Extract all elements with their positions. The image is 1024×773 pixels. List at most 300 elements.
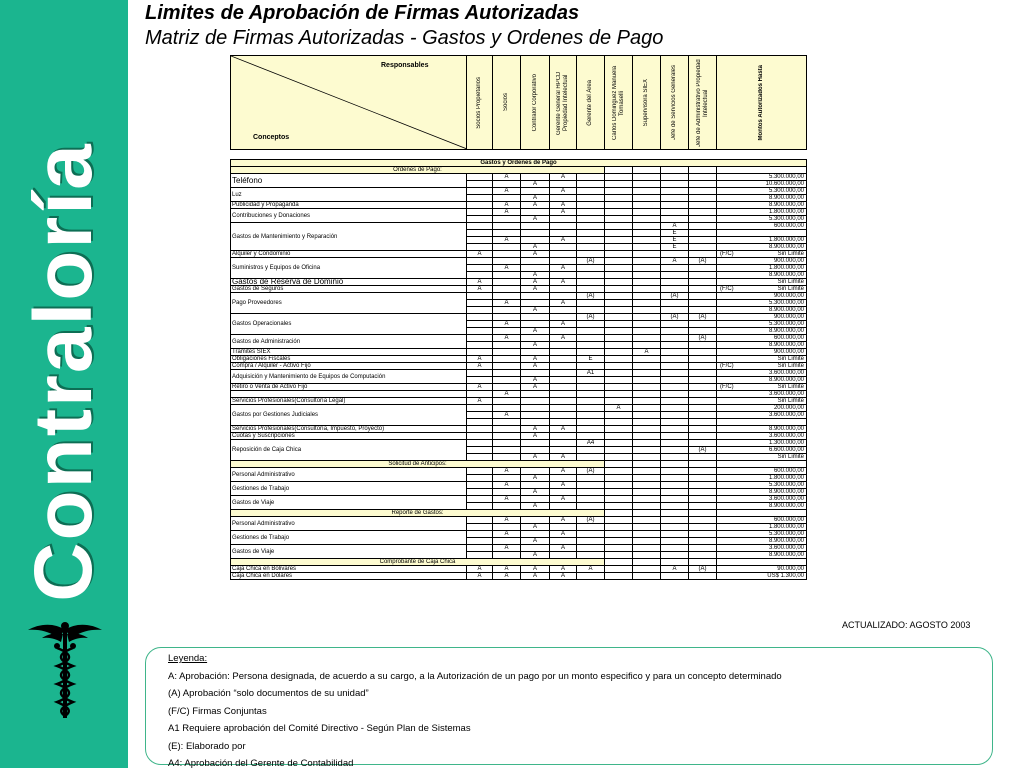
approval-cell: A [550,174,577,181]
approval-cell: A [521,524,550,531]
table-row [231,398,807,405]
approval-cell [689,321,717,328]
approval-cell [493,223,521,230]
approval-cell [633,482,661,489]
approval-cell [577,202,605,209]
approval-cell [467,370,493,377]
signature-note-cell [717,468,807,475]
signature-note-cell [717,531,807,538]
approval-cell [633,286,661,293]
approval-cell [689,195,717,202]
signature-note-cell [717,300,807,307]
approval-cell [605,370,633,377]
approval-cell [633,237,661,244]
table-row [231,209,807,216]
approval-cell [633,342,661,349]
approval-cell: A [661,566,689,573]
approval-cell [577,335,605,342]
approval-cell [550,384,577,391]
approval-cell [633,363,661,370]
amount: Sin Limite [777,363,804,369]
signature-note-cell [717,398,807,405]
signature-note-cell [717,272,807,279]
approval-cell [521,440,550,447]
approval-cell [550,538,577,545]
approval-cell [661,433,689,440]
section-row [231,167,807,174]
section-empty-cell [633,510,661,517]
approval-cell [521,335,550,342]
concept-cell: Contribuciones y Donaciones [231,209,467,223]
approval-cell [550,391,577,398]
approval-cell [467,223,493,230]
approval-cell [493,363,521,370]
approval-cell [577,300,605,307]
table-row [231,566,807,573]
signature-note-cell [717,377,807,384]
table-row [231,426,807,433]
concept-cell: Gastos de Administración [231,335,467,349]
approval-cell [633,538,661,545]
approval-cell [521,188,550,195]
signature-note-cell [717,209,807,216]
approval-cell [605,440,633,447]
signature-note-cell [717,321,807,328]
concept-cell: Personal Administrativo [231,517,467,531]
approval-cell: A [493,265,521,272]
table-row [231,531,807,538]
approval-cell: A [521,195,550,202]
approval-cell [605,517,633,524]
approval-cell [493,216,521,223]
concept-cell: Gastos de Seguros [231,286,467,293]
approval-cell [521,468,550,475]
approval-cell [633,216,661,223]
approval-cell [605,363,633,370]
approval-cell [493,244,521,251]
amount: 5.300.000,00 [768,531,804,537]
approval-cell [467,307,493,314]
approval-cell: A [521,573,550,580]
amount: 8.900.000,00 [768,195,804,201]
approval-cell [550,216,577,223]
amount: 8.900.000,00 [768,538,804,544]
approval-cell [633,475,661,482]
signature-note-cell [717,237,807,244]
signature-note-cell [717,517,807,524]
approval-cell [661,517,689,524]
approval-cell [605,174,633,181]
sidebar-title: Contraloría [18,142,109,602]
approval-cell [467,496,493,503]
approval-cell [633,279,661,286]
approval-cell: A [550,496,577,503]
montos-header: Montos Autorizados Hasta [717,56,807,150]
approval-cell [605,188,633,195]
role-column-header: Jefe de Administrativo Propiedad Intelectual [689,56,717,150]
approval-cell [467,195,493,202]
table-row [231,573,807,580]
approval-cell [493,440,521,447]
approval-cell [661,342,689,349]
approval-cell [550,447,577,454]
approval-cell: (A) [689,258,717,265]
approval-cell [493,349,521,356]
approval-cell: A [661,258,689,265]
table-row [231,356,807,363]
approval-cell: A [467,573,493,580]
approval-cell [577,321,605,328]
approval-cell [661,489,689,496]
approval-cell: A [493,300,521,307]
approval-cell [633,258,661,265]
signature-note-cell [717,202,807,209]
approval-cell [689,538,717,545]
approval-cell [605,377,633,384]
concept-cell: Gastos por Gestiones Judiciales [231,405,467,426]
table-row [231,440,807,447]
approval-cell [605,391,633,398]
approval-cell [467,517,493,524]
approval-cell [605,503,633,510]
approval-cell [550,356,577,363]
approval-cell: A [521,489,550,496]
approval-cell [550,223,577,230]
approval-cell: A [633,349,661,356]
approval-cell: A [605,405,633,412]
approval-cell [550,433,577,440]
approval-cell [689,517,717,524]
signature-note-cell [717,503,807,510]
concept-cell: Caja Chica en Bolivares [231,566,467,573]
approval-cell [661,349,689,356]
signature-note-cell [717,244,807,251]
approval-cell: A [550,531,577,538]
approval-cell: (A) [577,293,605,300]
concept-cell: Suministros y Equipos de Oficina [231,258,467,279]
approval-cell [550,251,577,258]
approval-cell [550,405,577,412]
approval-cell: A [467,363,493,370]
amount: Sin Limite [777,279,804,285]
approval-cell [467,349,493,356]
approval-cell [467,475,493,482]
amount: Sin Limite [777,454,804,460]
amount: 900.000,00 [773,349,804,355]
approval-cell [689,237,717,244]
approval-cell [661,216,689,223]
approval-cell [577,433,605,440]
approval-cell [493,342,521,349]
signature-note-cell [717,195,807,202]
approval-cell [689,272,717,279]
approval-cell [633,300,661,307]
approval-cell: A [493,391,521,398]
approval-cell [661,496,689,503]
approval-cell [577,377,605,384]
approval-cell [467,202,493,209]
signature-note-cell [717,286,807,293]
approval-cell [689,223,717,230]
approval-cell [605,552,633,559]
signature-note-cell [717,307,807,314]
approval-cell [605,265,633,272]
signature-note-cell [717,251,807,258]
approval-cell [689,405,717,412]
approval-cell [689,244,717,251]
approval-cell [661,279,689,286]
approval-cell [577,391,605,398]
signature-note-cell [717,370,807,377]
approval-cell [521,391,550,398]
approval-cell [633,524,661,531]
approval-cell [633,384,661,391]
approval-cell: A [550,573,577,580]
approval-cell [633,545,661,552]
approval-cell [633,265,661,272]
signature-note-cell [717,328,807,335]
approval-cell: A [577,566,605,573]
approval-cell [493,454,521,461]
approval-cell: A [521,454,550,461]
approval-cell [605,545,633,552]
approval-cell [577,426,605,433]
approval-cell [467,405,493,412]
signature-note-cell [717,174,807,181]
page-subtitle: Matriz de Firmas Autorizadas - Gastos y Ordenes de Pago [145,27,664,49]
amount: 8.900.000,00 [768,244,804,250]
concept-cell: Retiro o Venta de Activo Fijo [231,384,467,391]
approval-cell: A [521,272,550,279]
table-row [231,363,807,370]
signature-note-cell [717,342,807,349]
approval-cell [689,391,717,398]
approval-cell [605,433,633,440]
signature-note-cell [717,188,807,195]
approval-cell [467,328,493,335]
note: (F/C) [720,286,734,292]
approval-cell [550,181,577,188]
approval-cell [633,517,661,524]
table-row [231,293,807,300]
approval-cell [493,419,521,426]
approval-cell [605,566,633,573]
amount: 8.900.000,00 [768,202,804,208]
table-row [231,188,807,195]
approval-cell [633,223,661,230]
approval-cell [467,237,493,244]
approval-cell [550,195,577,202]
approval-cell [661,531,689,538]
section-empty-cell [661,461,689,468]
header-table [230,55,807,150]
signature-note-cell [717,475,807,482]
approval-cell [633,328,661,335]
approval-cell [577,265,605,272]
table-row [231,433,807,440]
approval-cell [605,468,633,475]
section-empty-cell [605,167,633,174]
approval-cell [633,181,661,188]
approval-cell: A [493,174,521,181]
concept-cell [231,391,467,398]
approval-cell [521,293,550,300]
amount: 3.600.000,00 [768,391,804,397]
approval-cell [633,314,661,321]
amount: 600.000,00 [773,517,804,523]
approval-cell: A [550,237,577,244]
amount: 5.300.000,00 [768,216,804,222]
approval-cell: A [521,244,550,251]
amount: US$ 1.300,00 [767,573,804,579]
approval-cell [493,286,521,293]
approval-cell: A [521,566,550,573]
approval-cell [467,538,493,545]
table-row [231,335,807,342]
approval-cell: A [493,517,521,524]
approval-cell [661,307,689,314]
role-column-header: Supervisora SIEX [633,56,661,150]
approval-cell [550,244,577,251]
approval-cell [493,195,521,202]
approval-cell [577,223,605,230]
approval-cell [689,174,717,181]
amount: 600.000,00 [773,335,804,341]
signature-note-cell [717,405,807,412]
approval-cell: A [467,566,493,573]
approval-cell [467,447,493,454]
approval-cell: A [550,202,577,209]
signature-note-cell [717,230,807,237]
amount: 8.900.000,00 [768,342,804,348]
approval-cell [467,433,493,440]
approval-cell: A [493,531,521,538]
approval-cell [493,314,521,321]
approval-cell: E [661,230,689,237]
table-row [231,468,807,475]
approval-cell: A [550,209,577,216]
section-title: Gastos y Ordenes de Pago [231,160,807,167]
approval-cell [633,321,661,328]
approval-cell [689,545,717,552]
approval-cell: A [493,209,521,216]
approval-cell [689,524,717,531]
signature-note-cell [717,419,807,426]
approval-cell [605,202,633,209]
legend-item: (E): Elaborado por [168,740,246,752]
approval-cell [493,370,521,377]
section-empty-cell [605,510,633,517]
approval-cell [689,181,717,188]
approval-cell [661,202,689,209]
section-empty-cell [661,510,689,517]
legend-item: A4: Aprobación del Gerente de Contabilidad [168,758,354,769]
signature-note-cell [717,496,807,503]
approval-cell [633,377,661,384]
approval-cell [550,272,577,279]
concept-cell: Caja Chica en Dolares [231,573,467,580]
approval-cell [633,433,661,440]
approval-cell: A [521,363,550,370]
approval-cell: A [521,342,550,349]
approval-cell: A [493,566,521,573]
approval-cell [661,391,689,398]
approval-cell [493,230,521,237]
approval-cell [689,279,717,286]
approval-cell [633,573,661,580]
signature-note-cell [717,545,807,552]
approval-cell [493,181,521,188]
approval-cell [605,482,633,489]
approval-cell [577,538,605,545]
signature-note-cell [717,356,807,363]
amount: 600.000,00 [773,223,804,229]
approval-cell [633,454,661,461]
approval-cell [605,293,633,300]
approval-cell [661,419,689,426]
approval-cell: (A) [689,447,717,454]
approval-cell [661,482,689,489]
approval-cell: A [521,377,550,384]
approval-cell [467,174,493,181]
approval-cell: A [467,398,493,405]
approval-cell [605,573,633,580]
approval-cell [605,279,633,286]
approval-cell [605,454,633,461]
legend-item: A1 Requiere aprobación del Comité Directivo - Según Plan de Sistemas [168,723,471,734]
approval-cell: A [493,237,521,244]
role-column-header: Gerente del Área [577,56,605,150]
approval-cell [467,391,493,398]
section-empty-cell [689,461,717,468]
approval-cell: A4 [577,440,605,447]
approval-cell [577,216,605,223]
approval-cell [605,419,633,426]
concept-cell: Cuotas y Suscripciones [231,433,467,440]
table-row [231,251,807,258]
approval-cell [689,300,717,307]
signature-note-cell [717,363,807,370]
approval-cell [521,258,550,265]
approval-cell [689,286,717,293]
approval-cell [493,272,521,279]
approval-cell [577,244,605,251]
approval-cell [661,195,689,202]
signature-note-cell [717,426,807,433]
approval-cell [605,356,633,363]
section-empty-cell [633,167,661,174]
approval-cell [661,272,689,279]
approval-cell [689,230,717,237]
approval-cell [689,440,717,447]
amount: 10.600.000,00 [765,181,804,187]
approval-cell [689,363,717,370]
amount: 1.800.000,00 [768,265,804,271]
approval-cell [493,524,521,531]
approval-cell [550,440,577,447]
approval-cell [661,552,689,559]
approval-cell [521,174,550,181]
concept-cell: Gastos Operacionales [231,314,467,335]
signature-note-cell [717,265,807,272]
approval-cell [521,209,550,216]
amount: 1.300.000,00 [768,440,804,446]
legend-item: A: Aprobación: Persona designada, de acuerdo a su cargo, a la Autorización de un pago por un monto especifico y para un concepto determinado [168,670,782,682]
approval-cell: A [467,286,493,293]
matrix-table [230,159,807,580]
approval-cell [550,342,577,349]
role-column-header: Gerente General HPCD Propiedad Intelectual [550,56,577,150]
